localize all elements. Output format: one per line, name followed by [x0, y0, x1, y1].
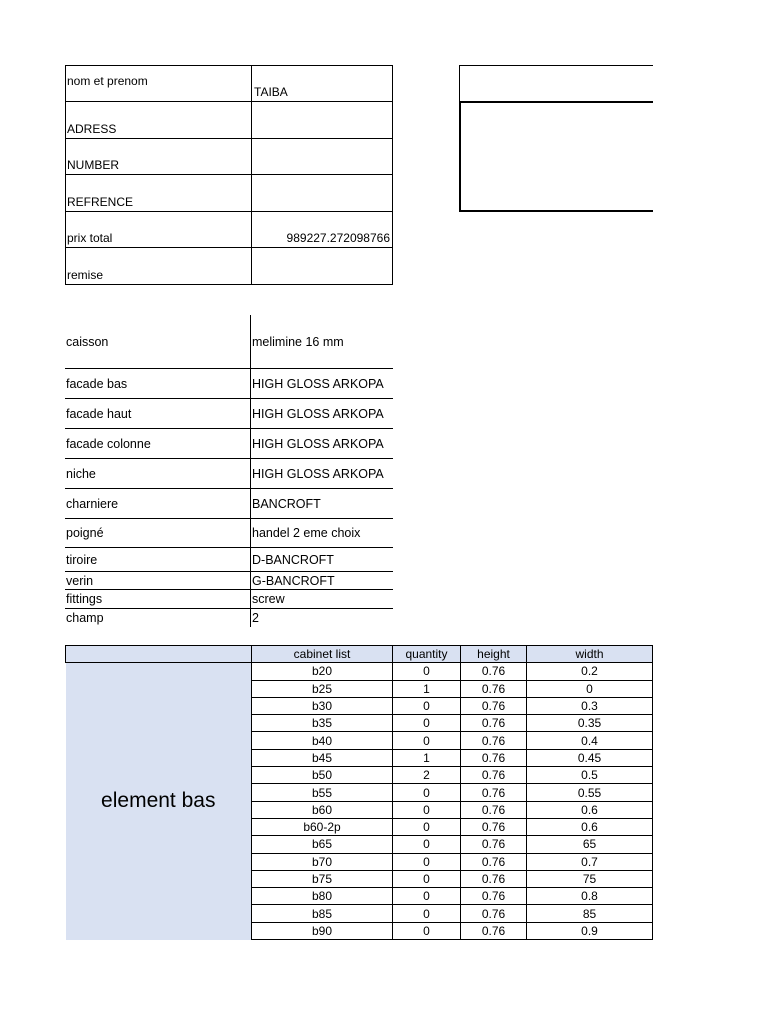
header-cabinet-list: cabinet list: [252, 646, 393, 663]
height-cell[interactable]: 0.76: [461, 818, 527, 835]
width-cell[interactable]: 0.8: [527, 888, 653, 905]
height-cell[interactable]: 0.76: [461, 853, 527, 870]
cabinet-header-row: [66, 646, 653, 663]
label-niche: niche: [66, 466, 96, 481]
width-cell[interactable]: 0.55: [527, 784, 653, 801]
table-row: [66, 663, 653, 680]
width-cell[interactable]: 0: [527, 680, 653, 697]
value-name: TAIBA: [254, 85, 288, 99]
facade-bas-cell[interactable]: [251, 369, 393, 398]
cabinet-name-cell[interactable]: b20: [252, 663, 393, 680]
quantity-cell[interactable]: 0: [393, 732, 461, 749]
client-row-address: [65, 102, 393, 139]
label-total-price: prix total: [67, 231, 113, 245]
total-price-cell[interactable]: [252, 212, 392, 247]
value-charniere: BANCROFT: [252, 496, 321, 511]
side-header-cell: [459, 65, 653, 102]
header-corner-cell: [66, 646, 252, 663]
value-tiroire: D-BANCROFT: [252, 552, 334, 567]
label-facade-colonne: facade colonne: [66, 436, 151, 451]
quantity-cell[interactable]: 0: [393, 836, 461, 853]
quantity-cell[interactable]: 0: [393, 870, 461, 887]
cabinet-name-cell[interactable]: b90: [252, 922, 393, 939]
height-cell[interactable]: 0.76: [461, 680, 527, 697]
quantity-cell[interactable]: 0: [393, 905, 461, 922]
header-quantity: quantity: [393, 646, 461, 663]
material-row-tiroire: [65, 548, 393, 572]
height-cell[interactable]: 0.76: [461, 697, 527, 714]
height-cell[interactable]: 0.76: [461, 888, 527, 905]
cabinet-name-cell[interactable]: b60-2p: [252, 818, 393, 835]
quantity-cell[interactable]: 0: [393, 922, 461, 939]
material-row-facade-bas: [65, 369, 393, 399]
poigne-cell[interactable]: [251, 519, 393, 547]
label-charniere: charniere: [66, 496, 119, 511]
verin-cell[interactable]: [251, 572, 393, 589]
label-discount: remise: [67, 268, 104, 282]
cabinet-name-cell[interactable]: b80: [252, 888, 393, 905]
label-tiroire: tiroire: [66, 552, 98, 567]
value-facade-colonne: HIGH GLOSS ARKOPA: [252, 436, 384, 451]
quantity-cell[interactable]: 0: [393, 784, 461, 801]
facade-haut-cell[interactable]: [251, 399, 393, 428]
material-row-verin: [65, 572, 393, 590]
value-caisson: melimine 16 mm: [252, 334, 344, 349]
value-poigne: handel 2 eme choix: [252, 526, 361, 540]
label-name: nom et prenom: [67, 74, 148, 88]
height-cell[interactable]: 0.76: [461, 836, 527, 853]
label-reference: REFRENCE: [67, 195, 134, 209]
niche-cell[interactable]: [251, 459, 393, 488]
champ-cell[interactable]: [251, 609, 393, 627]
facade-colonne-cell[interactable]: [251, 429, 393, 458]
cabinet-name-cell[interactable]: b25: [252, 680, 393, 697]
width-cell[interactable]: 0.4: [527, 732, 653, 749]
client-row-reference: [65, 175, 393, 212]
cabinet-name-cell[interactable]: b65: [252, 836, 393, 853]
client-row-total-price: [65, 212, 393, 248]
address-cell[interactable]: [252, 102, 392, 138]
height-cell[interactable]: 0.76: [461, 905, 527, 922]
width-cell[interactable]: 0.45: [527, 749, 653, 766]
cabinet-name-cell[interactable]: b85: [252, 905, 393, 922]
material-row-niche: [65, 459, 393, 489]
quantity-cell[interactable]: 0: [393, 663, 461, 680]
height-cell[interactable]: 0.76: [461, 870, 527, 887]
width-cell[interactable]: 0.2: [527, 663, 653, 680]
cabinet-name-cell[interactable]: b35: [252, 715, 393, 732]
client-row-number: [65, 139, 393, 175]
width-cell[interactable]: 0.35: [527, 715, 653, 732]
charniere-cell[interactable]: [251, 489, 393, 518]
header-height: height: [461, 646, 527, 663]
material-row-champ: [65, 609, 393, 627]
height-cell[interactable]: 0.76: [461, 715, 527, 732]
group-label-cell: element bas: [66, 663, 252, 940]
width-cell[interactable]: 0.5: [527, 767, 653, 784]
caisson-cell[interactable]: [251, 315, 393, 368]
quantity-cell[interactable]: 0: [393, 801, 461, 818]
value-verin: G-BANCROFT: [252, 573, 335, 588]
fittings-cell[interactable]: [251, 590, 393, 608]
cabinet-name-cell[interactable]: b30: [252, 697, 393, 714]
cabinet-name-cell[interactable]: b40: [252, 732, 393, 749]
cabinet-name-cell[interactable]: b60: [252, 801, 393, 818]
name-cell[interactable]: [252, 66, 392, 101]
cabinet-name-cell[interactable]: b70: [252, 853, 393, 870]
height-cell[interactable]: 0.76: [461, 784, 527, 801]
quantity-cell[interactable]: 0: [393, 715, 461, 732]
label-number: NUMBER: [67, 158, 120, 172]
quantity-cell[interactable]: 1: [393, 680, 461, 697]
width-cell[interactable]: 65: [527, 836, 653, 853]
height-cell[interactable]: 0.76: [461, 749, 527, 766]
width-cell[interactable]: 0.7: [527, 853, 653, 870]
value-niche: HIGH GLOSS ARKOPA: [252, 466, 384, 481]
label-facade-haut: facade haut: [66, 406, 132, 421]
value-champ: 2: [252, 611, 259, 625]
quantity-cell[interactable]: 1: [393, 749, 461, 766]
label-caisson: caisson: [66, 334, 109, 349]
material-row-facade-colonne: [65, 429, 393, 459]
cabinet-name-cell[interactable]: b50: [252, 767, 393, 784]
material-row-caisson: [65, 315, 393, 369]
cabinet-name-cell[interactable]: b45: [252, 749, 393, 766]
client-row-name: [65, 65, 393, 102]
header-width: width: [527, 646, 653, 663]
height-cell[interactable]: 0.76: [461, 922, 527, 939]
height-cell[interactable]: 0.76: [461, 732, 527, 749]
label-address: ADRESS: [67, 122, 117, 136]
quantity-cell[interactable]: 0: [393, 853, 461, 870]
quantity-cell[interactable]: 2: [393, 767, 461, 784]
cabinet-name-cell[interactable]: b75: [252, 870, 393, 887]
height-cell[interactable]: 0.76: [461, 801, 527, 818]
width-cell[interactable]: 85: [527, 905, 653, 922]
client-info-table: [65, 65, 393, 285]
label-fittings: fittings: [66, 592, 103, 606]
material-row-poigne: [65, 519, 393, 548]
label-verin: verin: [66, 573, 94, 588]
tiroire-cell[interactable]: [251, 548, 393, 571]
quantity-cell[interactable]: 0: [393, 697, 461, 714]
cabinet-table: [65, 645, 653, 940]
value-facade-haut: HIGH GLOSS ARKOPA: [252, 406, 384, 421]
label-champ: champ: [66, 611, 104, 625]
width-cell[interactable]: 0.3: [527, 697, 653, 714]
label-facade-bas: facade bas: [66, 376, 128, 391]
width-cell[interactable]: 0.6: [527, 818, 653, 835]
materials-table: [65, 315, 393, 627]
side-box: [459, 101, 653, 212]
quantity-cell[interactable]: 0: [393, 818, 461, 835]
width-cell[interactable]: 75: [527, 870, 653, 887]
reference-cell[interactable]: [252, 175, 392, 211]
client-row-discount: [65, 248, 393, 285]
material-row-facade-haut: [65, 399, 393, 429]
material-row-fittings: [65, 590, 393, 609]
value-fittings: screw: [252, 592, 285, 606]
height-cell[interactable]: 0.76: [461, 767, 527, 784]
material-row-charniere: [65, 489, 393, 519]
number-cell[interactable]: [252, 139, 392, 174]
quantity-cell[interactable]: 0: [393, 888, 461, 905]
width-cell[interactable]: 0.9: [527, 922, 653, 939]
value-total-price: 989227.272098766: [286, 231, 390, 245]
cabinet-name-cell[interactable]: b55: [252, 784, 393, 801]
value-facade-bas: HIGH GLOSS ARKOPA: [252, 376, 384, 391]
width-cell[interactable]: 0.6: [527, 801, 653, 818]
label-poigne: poigné: [66, 526, 104, 540]
height-cell[interactable]: 0.76: [461, 663, 527, 680]
discount-cell[interactable]: [252, 248, 392, 284]
